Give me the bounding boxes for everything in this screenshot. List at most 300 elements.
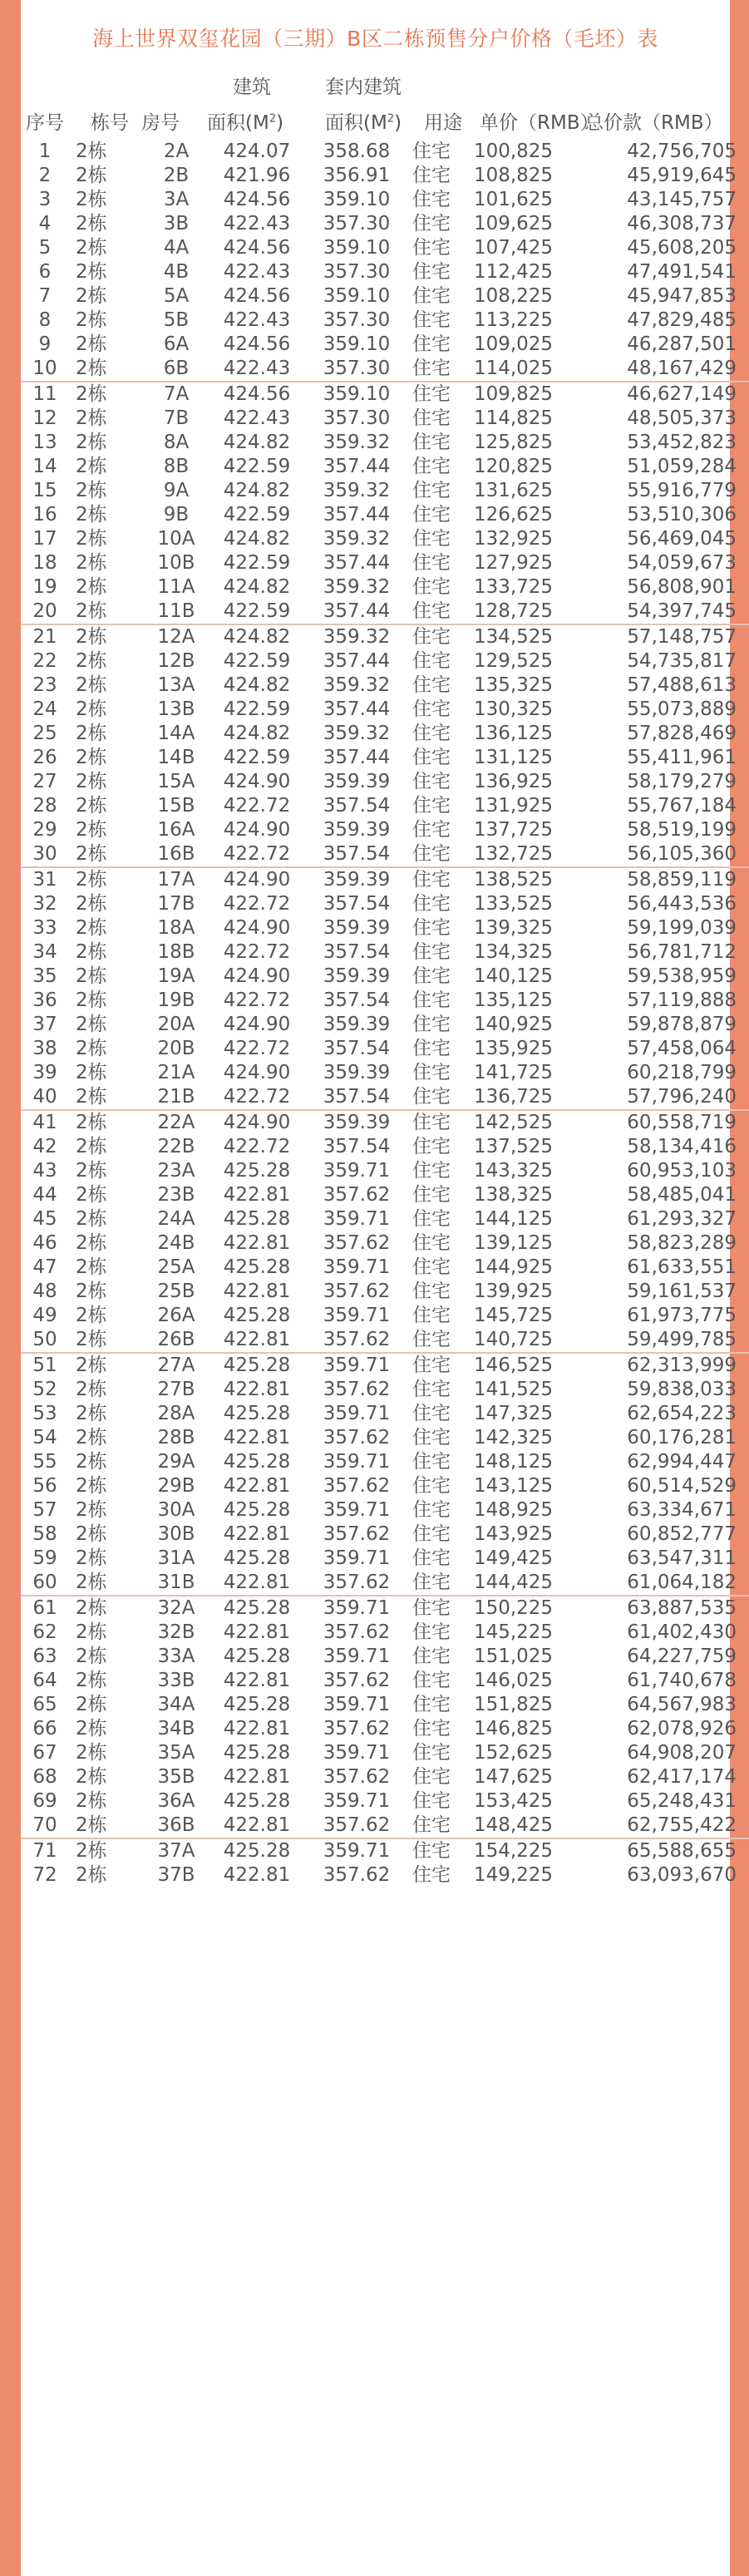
- row-unit-price: 151,025: [473, 1646, 554, 1667]
- table-row: [21, 357, 749, 382]
- row-total-price: 63,093,670: [627, 1864, 737, 1886]
- row-inner-area: 357.62: [323, 1232, 391, 1254]
- row-usage: 住宅: [412, 965, 451, 987]
- row-area: 425.28: [223, 1208, 291, 1230]
- row-room: 2B: [163, 165, 190, 186]
- row-unit-price: 138,525: [456, 867, 570, 892]
- row-building: 2栋: [76, 1136, 107, 1157]
- row-seq: 20: [32, 600, 57, 622]
- row-area: 425.28: [223, 1451, 291, 1473]
- row-usage: 住宅: [412, 1136, 451, 1157]
- row-total-price: 62,654,223: [627, 1403, 737, 1424]
- row-seq: 30: [32, 843, 57, 865]
- row-total-price: 61,973,775: [627, 1305, 737, 1326]
- table-row: [21, 892, 749, 916]
- row-area: 424.82: [223, 723, 291, 744]
- row-inner-area: 356.91: [323, 165, 391, 186]
- row-seq: 64: [32, 1670, 57, 1691]
- row-room: 27A: [145, 1353, 207, 1378]
- row-total-price: 46,627,149: [570, 382, 749, 407]
- row-unit-price: 149,225: [473, 1864, 554, 1886]
- row-area: 424.56: [223, 285, 291, 307]
- table-row: [21, 867, 749, 892]
- row-inner-area: 357.44: [323, 747, 391, 768]
- row-seq: 54: [32, 1427, 57, 1448]
- row-inner-area: 357.62: [323, 1572, 391, 1593]
- row-seq: 50: [32, 1329, 57, 1350]
- row-room: 25B: [157, 1281, 195, 1302]
- row-area: 422.81: [223, 1670, 291, 1691]
- row-seq: 51: [21, 1353, 69, 1378]
- row-room: 13A: [157, 674, 195, 696]
- row-area: 422.59: [223, 504, 291, 526]
- row-seq: 49: [32, 1305, 57, 1326]
- row-building: 2栋: [76, 407, 107, 429]
- row-room: 11A: [157, 576, 195, 598]
- row-seq: 56: [32, 1475, 57, 1497]
- row-usage: 住宅: [412, 1232, 451, 1254]
- row-area: 425.28: [223, 1256, 291, 1278]
- row-total-price: 63,887,535: [570, 1596, 749, 1621]
- table-row: [21, 1085, 749, 1110]
- row-inner-area: 359.71: [323, 1403, 391, 1424]
- row-seq: 18: [32, 552, 57, 574]
- header-inner-top: 套内建筑: [325, 76, 402, 98]
- row-usage: 住宅: [412, 407, 451, 429]
- row-building: 2栋: [76, 1427, 107, 1448]
- row-room: 36B: [157, 1814, 195, 1836]
- row-room: 16A: [157, 819, 195, 841]
- row-total-price: 59,538,959: [627, 965, 737, 987]
- row-unit-price: 145,225: [473, 1621, 554, 1643]
- table-row: [21, 164, 749, 188]
- row-seq: 45: [32, 1208, 57, 1230]
- row-usage: 住宅: [412, 795, 451, 817]
- row-total-price: 62,313,999: [570, 1353, 749, 1378]
- row-area: 425.28: [223, 1547, 291, 1569]
- row-usage: 住宅: [412, 1499, 451, 1521]
- row-total-price: 60,558,719: [570, 1110, 749, 1135]
- row-building: 2栋: [76, 917, 107, 939]
- row-total-price: 57,148,757: [570, 624, 749, 649]
- row-usage: 住宅: [412, 1864, 451, 1886]
- row-total-price: 60,852,777: [627, 1523, 737, 1545]
- row-inner-area: 359.10: [307, 382, 407, 407]
- row-room: 4B: [163, 261, 190, 283]
- row-room: 3A: [163, 189, 190, 210]
- row-unit-price: 151,825: [473, 1694, 554, 1715]
- row-room: 10A: [157, 528, 195, 550]
- row-inner-area: 359.39: [323, 1014, 391, 1035]
- row-area: 424.82: [223, 674, 291, 696]
- row-seq: 63: [32, 1646, 57, 1667]
- row-seq: 66: [32, 1718, 57, 1740]
- row-area: 425.28: [223, 1305, 291, 1326]
- row-area: 422.81: [223, 1864, 291, 1886]
- row-inner-area: 359.10: [323, 285, 391, 307]
- row-seq: 8: [38, 309, 52, 331]
- row-total-price: 55,916,779: [627, 480, 737, 501]
- row-total-price: 62,994,447: [627, 1451, 737, 1473]
- row-room: 27B: [157, 1379, 195, 1400]
- row-inner-area: 359.71: [323, 1451, 391, 1473]
- row-unit-price: 131,625: [473, 480, 554, 501]
- row-area: 425.28: [207, 1838, 307, 1863]
- row-inner-area: 358.68: [323, 141, 391, 162]
- row-usage: 住宅: [412, 1038, 451, 1059]
- row-unit-price: 140,125: [473, 965, 554, 987]
- row-total-price: 59,878,879: [627, 1014, 737, 1035]
- row-unit-price: 133,525: [473, 893, 554, 915]
- row-unit-price: 148,125: [473, 1451, 554, 1473]
- row-room: 18A: [157, 917, 195, 939]
- row-inner-area: 357.62: [323, 1379, 391, 1400]
- row-building: 2栋: [76, 552, 107, 574]
- row-total-price: 58,859,119: [570, 867, 749, 892]
- row-total-price: 54,397,745: [627, 600, 737, 622]
- row-total-price: 63,334,671: [627, 1499, 737, 1521]
- row-area: 425.28: [223, 1790, 291, 1812]
- row-room: 11B: [157, 600, 195, 622]
- row-room: 37A: [145, 1838, 207, 1863]
- table-row: [21, 1693, 749, 1717]
- header-seq: 序号: [26, 112, 64, 134]
- row-room: 30B: [157, 1523, 195, 1545]
- row-room: 12B: [157, 650, 195, 672]
- row-area: 424.90: [223, 965, 291, 987]
- row-inner-area: 357.54: [323, 843, 391, 865]
- row-building: 2栋: [76, 141, 107, 162]
- row-total-price: 55,767,184: [627, 795, 737, 817]
- row-total-price: 62,755,422: [627, 1814, 737, 1836]
- row-room: 36A: [157, 1790, 195, 1812]
- row-area: 422.81: [223, 1621, 291, 1643]
- row-inner-area: 359.39: [307, 867, 407, 892]
- row-building: 2栋: [76, 1766, 107, 1788]
- row-building: 2栋: [76, 1305, 107, 1326]
- row-inner-area: 359.10: [323, 189, 391, 210]
- row-total-price: 65,248,431: [627, 1790, 737, 1812]
- row-usage: 住宅: [412, 698, 451, 720]
- row-seq: 33: [32, 917, 57, 939]
- row-seq: 55: [32, 1451, 57, 1473]
- row-room: 21B: [157, 1086, 195, 1108]
- row-total-price: 46,308,737: [627, 213, 737, 234]
- row-building: 2栋: [76, 456, 107, 477]
- row-area: 424.56: [207, 382, 307, 407]
- row-unit-price: 131,125: [473, 747, 554, 768]
- row-building: 2栋: [76, 1379, 107, 1400]
- row-seq: 47: [32, 1256, 57, 1278]
- row-room: 14B: [157, 747, 195, 768]
- row-usage: 住宅: [407, 1110, 456, 1135]
- table-row: [21, 1183, 749, 1207]
- row-seq: 16: [32, 504, 57, 526]
- row-total-price: 59,838,033: [627, 1379, 737, 1400]
- row-room: 37B: [157, 1864, 195, 1886]
- row-building: 2栋: [69, 1838, 145, 1863]
- row-total-price: 46,287,501: [627, 333, 737, 355]
- table-row: [21, 722, 749, 746]
- row-usage: 住宅: [412, 576, 451, 598]
- table-row: [21, 1645, 749, 1669]
- row-unit-price: 130,325: [473, 698, 554, 720]
- row-usage: 住宅: [412, 1814, 451, 1836]
- row-inner-area: 357.54: [323, 1086, 391, 1108]
- table-row: [21, 1838, 749, 1863]
- row-usage: 住宅: [412, 358, 451, 379]
- row-total-price: 43,145,757: [627, 189, 737, 210]
- row-total-price: 58,485,041: [627, 1184, 737, 1206]
- row-room: 19B: [157, 989, 195, 1011]
- row-seq: 27: [32, 771, 57, 792]
- table-row: [21, 698, 749, 722]
- row-room: 16B: [157, 843, 195, 865]
- row-unit-price: 141,725: [473, 1062, 554, 1083]
- row-total-price: 45,947,853: [627, 285, 737, 307]
- row-total-price: 56,781,712: [627, 941, 737, 963]
- row-usage: 住宅: [412, 843, 451, 865]
- row-total-price: 65,588,655: [570, 1838, 749, 1863]
- row-total-price: 47,491,541: [627, 261, 737, 283]
- row-usage: 住宅: [412, 213, 451, 234]
- header-unit-price: 单价（RMB）: [480, 112, 599, 134]
- header-area-bottom: 面积$(M^2)$: [207, 112, 284, 134]
- row-room: 9B: [163, 504, 190, 526]
- row-seq: 10: [32, 358, 57, 379]
- row-total-price: 61,402,430: [627, 1621, 737, 1643]
- table-row: [21, 624, 749, 649]
- row-unit-price: 133,725: [473, 576, 554, 598]
- row-room: 23B: [157, 1184, 195, 1206]
- row-inner-area: 359.32: [323, 723, 391, 744]
- row-unit-price: 147,325: [473, 1403, 554, 1424]
- row-inner-area: 359.71: [323, 1499, 391, 1521]
- row-seq: 28: [32, 795, 57, 817]
- row-building: 2栋: [76, 1062, 107, 1083]
- row-usage: 住宅: [412, 1742, 451, 1764]
- row-total-price: 59,499,785: [627, 1329, 737, 1350]
- row-building: 2栋: [69, 1110, 145, 1135]
- table-row: [21, 674, 749, 698]
- row-building: 2栋: [76, 1451, 107, 1473]
- row-inner-area: 359.32: [323, 480, 391, 501]
- table-row: [21, 1814, 749, 1838]
- row-building: 2栋: [76, 1523, 107, 1545]
- row-unit-price: 114,825: [473, 407, 554, 429]
- row-inner-area: 357.44: [323, 456, 391, 477]
- row-usage: 住宅: [407, 1838, 456, 1863]
- row-area: 422.81: [223, 1523, 291, 1545]
- table-row: [21, 1135, 749, 1159]
- row-building: 2栋: [76, 1864, 107, 1886]
- row-unit-price: 137,525: [473, 1136, 554, 1157]
- table-row: [21, 236, 749, 260]
- row-inner-area: 359.39: [323, 917, 391, 939]
- row-usage: 住宅: [412, 309, 451, 331]
- row-building: 2栋: [76, 600, 107, 622]
- row-total-price: 61,064,182: [627, 1572, 737, 1593]
- row-inner-area: 357.62: [323, 1329, 391, 1350]
- row-total-price: 60,514,529: [627, 1475, 737, 1497]
- row-usage: 住宅: [407, 1596, 456, 1621]
- row-seq: 7: [38, 285, 52, 307]
- table-row: [21, 140, 749, 164]
- row-building: 2栋: [76, 576, 107, 598]
- table-row: [21, 188, 749, 212]
- row-area: 422.59: [223, 698, 291, 720]
- row-building: 2栋: [76, 1184, 107, 1206]
- row-seq: 25: [32, 723, 57, 744]
- row-area: 422.81: [223, 1232, 291, 1254]
- row-total-price: 58,179,279: [627, 771, 737, 792]
- table-row: [21, 1037, 749, 1061]
- row-unit-price: 143,325: [473, 1160, 554, 1182]
- row-room: 28A: [157, 1403, 195, 1424]
- row-seq: 31: [21, 867, 69, 892]
- row-area: 422.72: [223, 843, 291, 865]
- table-row: [21, 260, 749, 284]
- row-unit-price: 143,925: [473, 1523, 554, 1545]
- row-unit-price: 146,825: [473, 1718, 554, 1740]
- row-area: 422.59: [223, 600, 291, 622]
- table-row: [21, 1547, 749, 1571]
- row-seq: 11: [21, 382, 69, 407]
- table-row: [21, 1280, 749, 1304]
- row-room: 35B: [157, 1766, 195, 1788]
- row-usage: 住宅: [412, 1062, 451, 1083]
- row-building: 2栋: [69, 382, 145, 407]
- row-unit-price: 113,225: [473, 309, 554, 331]
- row-unit-price: 100,825: [473, 141, 554, 162]
- row-seq: 3: [38, 189, 52, 210]
- row-area: 425.28: [223, 1160, 291, 1182]
- row-unit-price: 136,925: [473, 771, 554, 792]
- row-inner-area: 357.54: [323, 1136, 391, 1157]
- row-area: 422.43: [223, 309, 291, 331]
- row-building: 2栋: [76, 480, 107, 501]
- row-usage: 住宅: [412, 261, 451, 283]
- row-seq: 36: [32, 989, 57, 1011]
- header-usage: 用途: [424, 112, 462, 134]
- row-area: 424.82: [223, 528, 291, 550]
- row-usage: 住宅: [412, 237, 451, 259]
- row-usage: 住宅: [412, 141, 451, 162]
- table-row: [21, 1571, 749, 1596]
- row-area: 422.81: [223, 1379, 291, 1400]
- row-building: 2栋: [76, 1814, 107, 1836]
- row-room: 34A: [157, 1694, 195, 1715]
- row-inner-area: 357.62: [323, 1427, 391, 1448]
- row-total-price: 60,176,281: [627, 1427, 737, 1448]
- row-area: 422.81: [223, 1281, 291, 1302]
- row-unit-price: 144,125: [473, 1208, 554, 1230]
- row-unit-price: 114,025: [473, 358, 554, 379]
- row-seq: 23: [32, 674, 57, 696]
- row-room: 2A: [163, 141, 190, 162]
- row-area: 422.81: [223, 1427, 291, 1448]
- row-unit-price: 147,625: [473, 1766, 554, 1788]
- table-row: [21, 770, 749, 794]
- row-total-price: 64,908,207: [627, 1742, 737, 1764]
- row-usage: 住宅: [412, 1403, 451, 1424]
- row-usage: 住宅: [412, 1427, 451, 1448]
- row-total-price: 56,443,536: [627, 893, 737, 915]
- row-total-price: 59,199,039: [627, 917, 737, 939]
- row-area: 422.81: [223, 1718, 291, 1740]
- row-unit-price: 142,325: [473, 1427, 554, 1448]
- row-unit-price: 109,025: [473, 333, 554, 355]
- row-area: 422.43: [223, 213, 291, 234]
- row-area: 424.82: [223, 480, 291, 501]
- row-area: 422.81: [223, 1572, 291, 1593]
- row-seq: 59: [32, 1547, 57, 1569]
- table-row: [21, 1741, 749, 1765]
- row-usage: 住宅: [407, 624, 456, 649]
- row-building: 2栋: [76, 1694, 107, 1715]
- row-area: 422.59: [223, 747, 291, 768]
- row-building: 2栋: [76, 1208, 107, 1230]
- row-usage: 住宅: [412, 165, 451, 186]
- row-room: 20B: [157, 1038, 195, 1059]
- row-building: 2栋: [76, 1256, 107, 1278]
- row-seq: 12: [32, 407, 57, 429]
- row-unit-price: 144,425: [473, 1572, 554, 1593]
- row-usage: 住宅: [412, 747, 451, 768]
- row-unit-price: 128,725: [473, 600, 554, 622]
- row-total-price: 59,161,537: [627, 1281, 737, 1302]
- row-seq: 43: [32, 1160, 57, 1182]
- row-seq: 65: [32, 1694, 57, 1715]
- table-row: [21, 308, 749, 333]
- row-inner-area: 359.71: [307, 1353, 407, 1378]
- table-row: [21, 965, 749, 989]
- row-building: 2栋: [76, 1547, 107, 1569]
- row-usage: 住宅: [412, 1523, 451, 1545]
- row-room: 4A: [163, 237, 190, 259]
- header-total-price: 总价款（RMB）: [584, 112, 723, 134]
- table-row: [21, 746, 749, 770]
- row-building: 2栋: [76, 989, 107, 1011]
- row-inner-area: 357.44: [323, 650, 391, 672]
- row-room: 33A: [157, 1646, 195, 1667]
- row-seq: 39: [32, 1062, 57, 1083]
- row-unit-price: 142,525: [456, 1110, 570, 1135]
- row-unit-price: 153,425: [473, 1790, 554, 1812]
- row-room: 32A: [145, 1596, 207, 1621]
- row-building: 2栋: [69, 624, 145, 649]
- row-inner-area: 357.30: [323, 213, 391, 234]
- row-usage: 住宅: [412, 432, 451, 453]
- row-seq: 29: [32, 819, 57, 841]
- row-building: 2栋: [76, 965, 107, 987]
- row-seq: 57: [32, 1499, 57, 1521]
- row-building: 2栋: [76, 261, 107, 283]
- row-room: 19A: [157, 965, 195, 987]
- row-usage: 住宅: [412, 1086, 451, 1108]
- row-usage: 住宅: [412, 723, 451, 744]
- row-building: 2栋: [76, 698, 107, 720]
- row-unit-price: 149,425: [473, 1547, 554, 1569]
- row-unit-price: 139,325: [473, 917, 554, 939]
- row-area: 422.72: [223, 941, 291, 963]
- row-usage: 住宅: [412, 1379, 451, 1400]
- row-unit-price: 141,525: [473, 1379, 554, 1400]
- row-room: 12A: [145, 624, 207, 649]
- row-room: 33B: [157, 1670, 195, 1691]
- row-seq: 42: [32, 1136, 57, 1157]
- row-total-price: 47,829,485: [627, 309, 737, 331]
